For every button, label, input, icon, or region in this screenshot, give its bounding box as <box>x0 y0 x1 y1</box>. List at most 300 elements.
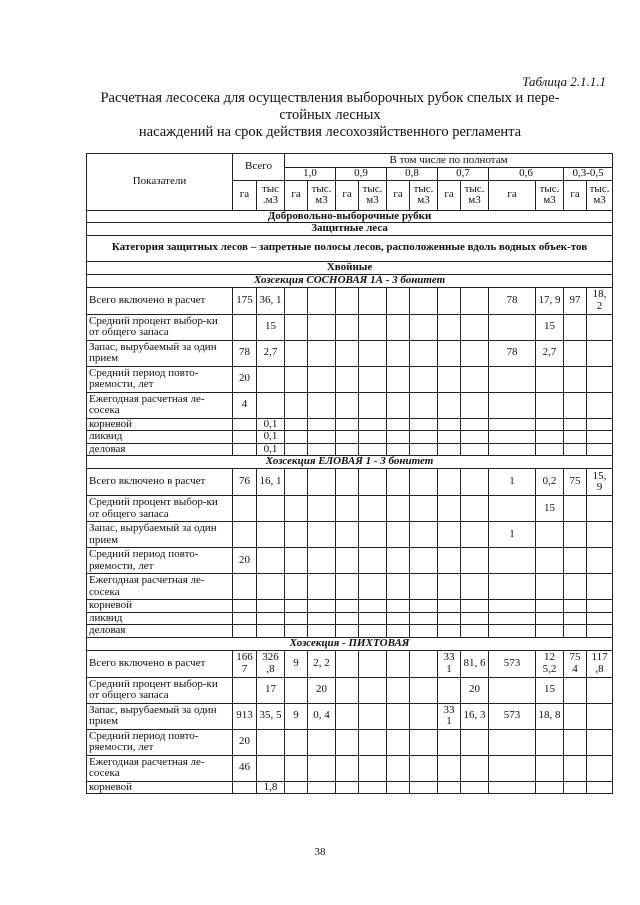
table-cell <box>564 366 587 392</box>
table-cell <box>336 781 359 794</box>
table-cell <box>587 443 613 456</box>
table-cell <box>359 469 387 496</box>
table-cell: 78 <box>233 340 257 366</box>
table-cell <box>438 781 461 794</box>
block-title <box>87 637 613 650</box>
table-cell <box>285 287 308 314</box>
table-cell <box>564 522 587 548</box>
table-cell <box>461 522 489 548</box>
table-cell <box>257 366 285 392</box>
table-cell <box>308 431 336 444</box>
table-cell <box>285 600 308 613</box>
table-cell <box>587 366 613 392</box>
header-density-3: 0,8 <box>387 168 438 181</box>
block-title <box>87 456 613 469</box>
table-row <box>87 431 613 444</box>
unit-thousand-m3: тыс. м3 <box>461 180 489 210</box>
table-cell <box>587 548 613 574</box>
table-row <box>87 366 613 392</box>
table-cell <box>489 314 536 340</box>
row-label: ликвид <box>87 612 233 625</box>
table-cell: 75 4 <box>564 650 587 677</box>
table-cell <box>308 781 336 794</box>
row-label: корневой <box>87 781 233 794</box>
unit-thousand-m3: тыс. м3 <box>308 180 336 210</box>
page-title <box>80 90 580 141</box>
section-category <box>87 235 613 261</box>
table-cell <box>564 418 587 431</box>
table-cell <box>438 729 461 755</box>
table-cell: 117 ,8 <box>587 650 613 677</box>
table-cell <box>387 443 410 456</box>
table-cell: 17, 9 <box>536 287 564 314</box>
table-cell <box>410 314 438 340</box>
table-cell <box>285 548 308 574</box>
table-cell <box>257 548 285 574</box>
unit-ha: га <box>336 180 359 210</box>
table-cell <box>438 548 461 574</box>
table-cell <box>461 574 489 600</box>
table-cell <box>564 548 587 574</box>
table-cell: 78 <box>489 340 536 366</box>
table-cell <box>410 548 438 574</box>
table-cell: 20 <box>233 729 257 755</box>
table-cell <box>564 600 587 613</box>
table-cell: 1 <box>489 469 536 496</box>
table-cell <box>387 650 410 677</box>
table-cell <box>489 443 536 456</box>
table-cell <box>410 781 438 794</box>
table-cell <box>336 703 359 729</box>
table-cell <box>410 612 438 625</box>
table-cell <box>536 366 564 392</box>
table-cell <box>308 574 336 600</box>
table-cell: 1 <box>489 522 536 548</box>
table-cell <box>489 781 536 794</box>
table-cell <box>438 418 461 431</box>
table-cell <box>233 574 257 600</box>
table-cell <box>308 548 336 574</box>
section-forest-type <box>87 223 613 236</box>
table-cell <box>564 755 587 781</box>
unit-thousand-m3: тыс. м3 <box>359 180 387 210</box>
table-cell <box>285 431 308 444</box>
table-cell <box>587 496 613 522</box>
table-cell <box>489 677 536 703</box>
table-cell <box>336 443 359 456</box>
row-label: Ежегодная расчетная ле-сосека <box>87 755 233 781</box>
table-cell <box>359 314 387 340</box>
table-cell <box>536 548 564 574</box>
table-cell <box>387 600 410 613</box>
table-cell <box>387 287 410 314</box>
table-cell <box>285 781 308 794</box>
table-cell <box>489 755 536 781</box>
table-cell <box>336 392 359 418</box>
table-cell <box>489 612 536 625</box>
table-cell <box>336 431 359 444</box>
table-cell <box>489 574 536 600</box>
table-cell <box>233 625 257 638</box>
row-label: деловая <box>87 443 233 456</box>
row-label: Запас, вырубаемый за один прием <box>87 340 233 366</box>
table-cell <box>438 522 461 548</box>
table-cell <box>257 496 285 522</box>
table-cell <box>564 677 587 703</box>
table-cell <box>285 677 308 703</box>
table-cell <box>359 625 387 638</box>
table-cell <box>564 625 587 638</box>
table-cell <box>461 729 489 755</box>
table-cell <box>461 600 489 613</box>
table-cell <box>257 522 285 548</box>
table-cell <box>410 574 438 600</box>
table-cell <box>257 574 285 600</box>
table-cell <box>308 729 336 755</box>
table-cell <box>587 703 613 729</box>
table-cell <box>285 755 308 781</box>
table-cell <box>461 431 489 444</box>
table-cell <box>336 418 359 431</box>
table-cell: 15 <box>536 314 564 340</box>
table-cell <box>489 366 536 392</box>
block-title <box>87 274 613 287</box>
table-cell: 0,1 <box>257 431 285 444</box>
table-cell <box>461 287 489 314</box>
table-cell: 76 <box>233 469 257 496</box>
table-cell <box>308 612 336 625</box>
table-cell <box>587 755 613 781</box>
table-cell <box>257 755 285 781</box>
table-cell <box>489 418 536 431</box>
table-cell <box>233 496 257 522</box>
table-cell <box>359 650 387 677</box>
table-cell: 15, 9 <box>587 469 613 496</box>
row-label: Всего включено в расчет <box>87 650 233 677</box>
table-cell <box>489 548 536 574</box>
unit-ha: га <box>438 180 461 210</box>
table-cell <box>387 703 410 729</box>
table-cell <box>285 340 308 366</box>
table-cell <box>336 729 359 755</box>
page-number: 38 <box>314 846 326 858</box>
section-cutting-type-cell: Добровольно-выборочные рубки <box>87 210 613 223</box>
table-row <box>87 625 613 638</box>
table-cell <box>410 729 438 755</box>
table-cell <box>387 548 410 574</box>
table-cell <box>438 443 461 456</box>
table-cell: 18, 2 <box>587 287 613 314</box>
table-cell <box>587 612 613 625</box>
table-cell: 9 <box>285 650 308 677</box>
table-cell <box>461 314 489 340</box>
table-cell <box>285 443 308 456</box>
table-cell: 0,1 <box>257 418 285 431</box>
table-cell <box>336 600 359 613</box>
table-cell <box>336 574 359 600</box>
table-cell <box>489 729 536 755</box>
table-row <box>87 443 613 456</box>
table-row <box>87 574 613 600</box>
table-cell <box>438 431 461 444</box>
table-cell: 16, 3 <box>461 703 489 729</box>
table-cell <box>308 287 336 314</box>
table-cell: 81, 6 <box>461 650 489 677</box>
table-row <box>87 314 613 340</box>
table-cell <box>564 574 587 600</box>
table-row <box>87 469 613 496</box>
table-cell <box>410 677 438 703</box>
table-cell <box>587 522 613 548</box>
table-cell: 175 <box>233 287 257 314</box>
table-row <box>87 677 613 703</box>
table-cell: 33 1 <box>438 650 461 677</box>
table-cell <box>438 496 461 522</box>
table-cell: 0, 4 <box>308 703 336 729</box>
unit-ha: га <box>387 180 410 210</box>
table-cell <box>461 340 489 366</box>
table-cell <box>410 392 438 418</box>
table-row <box>87 287 613 314</box>
row-label: Средний период повто-ряемости, лет <box>87 366 233 392</box>
header-density-4: 0,7 <box>438 168 489 181</box>
allowable-cut-table <box>86 153 613 794</box>
table-cell <box>387 755 410 781</box>
table-cell: 97 <box>564 287 587 314</box>
row-label: Всего включено в расчет <box>87 469 233 496</box>
table-row <box>87 650 613 677</box>
table-cell: 78 <box>489 287 536 314</box>
table-cell <box>285 729 308 755</box>
section-category-cell: Категория защитных лесов – запретные полосы лесов, расположенные вдоль водных объек-тов <box>87 235 613 261</box>
table-cell <box>336 314 359 340</box>
row-label: Средний процент выбор-ки от общего запаса <box>87 314 233 340</box>
table-cell <box>308 625 336 638</box>
table-cell <box>438 392 461 418</box>
table-cell <box>257 612 285 625</box>
table-cell <box>359 340 387 366</box>
table-cell <box>461 469 489 496</box>
table-cell <box>359 729 387 755</box>
table-cell <box>461 781 489 794</box>
table-cell: 1,8 <box>257 781 285 794</box>
table-cell <box>257 392 285 418</box>
table-cell <box>536 625 564 638</box>
table-cell <box>308 600 336 613</box>
table-cell <box>336 469 359 496</box>
table-cell <box>336 650 359 677</box>
block-title-cell: Хозсекция ЕЛОВАЯ 1 - 3 бонитет <box>87 456 613 469</box>
table-cell <box>387 418 410 431</box>
table-cell <box>461 548 489 574</box>
table-caption: Таблица 2.1.1.1 <box>522 74 606 89</box>
table-cell <box>387 314 410 340</box>
table-cell: 20 <box>308 677 336 703</box>
table-row <box>87 418 613 431</box>
table-cell <box>587 392 613 418</box>
table-cell <box>285 496 308 522</box>
table-cell <box>308 340 336 366</box>
table-cell <box>233 612 257 625</box>
table-row <box>87 703 613 729</box>
table-cell <box>536 522 564 548</box>
table-cell <box>461 612 489 625</box>
table-cell <box>387 469 410 496</box>
table-row <box>87 548 613 574</box>
table-cell <box>336 366 359 392</box>
table-cell <box>336 548 359 574</box>
table-cell <box>285 625 308 638</box>
row-label: Средний процент выбор-ки от общего запаса <box>87 677 233 703</box>
table-cell <box>257 600 285 613</box>
table-cell <box>410 703 438 729</box>
table-cell <box>359 548 387 574</box>
table-cell <box>564 431 587 444</box>
row-label: деловая <box>87 625 233 638</box>
table-cell <box>359 522 387 548</box>
table-cell <box>285 314 308 340</box>
table-cell <box>461 392 489 418</box>
block-title-cell: Хозсекция СОСНОВАЯ 1А - 3 бонитет <box>87 274 613 287</box>
block-title-cell: Хозсекция - ПИХТОВАЯ <box>87 637 613 650</box>
table-row <box>87 522 613 548</box>
table-cell <box>308 392 336 418</box>
table-cell <box>587 418 613 431</box>
table-cell <box>308 314 336 340</box>
table-cell <box>387 612 410 625</box>
table-cell: 913 <box>233 703 257 729</box>
table-row <box>87 496 613 522</box>
table-cell <box>308 755 336 781</box>
table-cell: 18, 8 <box>536 703 564 729</box>
table-cell <box>233 431 257 444</box>
table-cell: 75 <box>564 469 587 496</box>
table-cell <box>536 781 564 794</box>
table-row <box>87 392 613 418</box>
table-cell <box>387 340 410 366</box>
title-line-1: Расчетная лесосека для осуществления выборочных рубок спелых и пере- <box>100 90 560 106</box>
table-cell <box>285 392 308 418</box>
row-label: Запас, вырубаемый за один прием <box>87 522 233 548</box>
table-cell <box>308 443 336 456</box>
table-cell <box>336 612 359 625</box>
table-cell <box>387 496 410 522</box>
table-cell: 573 <box>489 650 536 677</box>
table-cell: 20 <box>233 548 257 574</box>
table-cell <box>438 755 461 781</box>
row-label: Средний период повто-ряемости, лет <box>87 548 233 574</box>
table-cell: 166 7 <box>233 650 257 677</box>
table-cell <box>410 600 438 613</box>
table-cell <box>336 496 359 522</box>
table-cell: 4 <box>233 392 257 418</box>
row-label: корневой <box>87 418 233 431</box>
table-cell <box>308 366 336 392</box>
table-cell <box>587 625 613 638</box>
table-cell <box>387 574 410 600</box>
table-cell <box>536 755 564 781</box>
table-cell <box>587 431 613 444</box>
table-cell <box>461 496 489 522</box>
table-cell <box>359 755 387 781</box>
table-cell: 0,1 <box>257 443 285 456</box>
table-cell <box>564 703 587 729</box>
table-row <box>87 729 613 755</box>
table-cell: 15 <box>536 496 564 522</box>
table-cell: 36, 1 <box>257 287 285 314</box>
table-cell <box>587 677 613 703</box>
table-cell <box>410 625 438 638</box>
section-forest-type-cell: Защитные леса <box>87 223 613 236</box>
table-cell <box>233 418 257 431</box>
table-cell <box>336 625 359 638</box>
table-cell <box>359 574 387 600</box>
table-cell <box>308 469 336 496</box>
table-cell <box>489 600 536 613</box>
table-cell: 46 <box>233 755 257 781</box>
table-cell <box>461 366 489 392</box>
table-cell <box>410 522 438 548</box>
table-cell <box>285 469 308 496</box>
table-cell <box>410 418 438 431</box>
table-cell <box>587 781 613 794</box>
table-cell <box>336 755 359 781</box>
table-cell <box>489 496 536 522</box>
table-cell: 326 ,8 <box>257 650 285 677</box>
table-cell <box>410 496 438 522</box>
section-group-cell: Хвойные <box>87 261 613 274</box>
table-cell <box>233 781 257 794</box>
table-cell <box>461 443 489 456</box>
table-cell <box>536 418 564 431</box>
table-cell <box>387 677 410 703</box>
header-density-5: 0,6 <box>489 168 564 181</box>
table-cell <box>257 729 285 755</box>
table-cell <box>489 392 536 418</box>
table-cell <box>359 443 387 456</box>
table-cell <box>564 612 587 625</box>
table-row <box>87 755 613 781</box>
table-cell: 0,2 <box>536 469 564 496</box>
table-cell <box>359 496 387 522</box>
table-cell <box>285 574 308 600</box>
table-cell: 17 <box>257 677 285 703</box>
table-cell <box>336 287 359 314</box>
table-cell <box>308 522 336 548</box>
table-cell <box>336 522 359 548</box>
unit-thousand-m3: тыс. м3 <box>536 180 564 210</box>
section-group <box>87 261 613 274</box>
row-label: ликвид <box>87 431 233 444</box>
section-cutting-type <box>87 210 613 223</box>
table-cell <box>359 781 387 794</box>
table-cell <box>587 314 613 340</box>
unit-ha: га <box>285 180 308 210</box>
table-cell <box>308 418 336 431</box>
table-cell: 20 <box>461 677 489 703</box>
table-cell <box>536 729 564 755</box>
table-cell: 20 <box>233 366 257 392</box>
table-cell: 2, 2 <box>308 650 336 677</box>
table-cell <box>410 469 438 496</box>
table-cell <box>536 443 564 456</box>
table-cell <box>387 366 410 392</box>
unit-thousand-m3: тыс .м3 <box>257 180 285 210</box>
table-cell <box>359 366 387 392</box>
table-cell <box>564 496 587 522</box>
table-cell <box>233 522 257 548</box>
row-label: Средний период повто-ряемости, лет <box>87 729 233 755</box>
